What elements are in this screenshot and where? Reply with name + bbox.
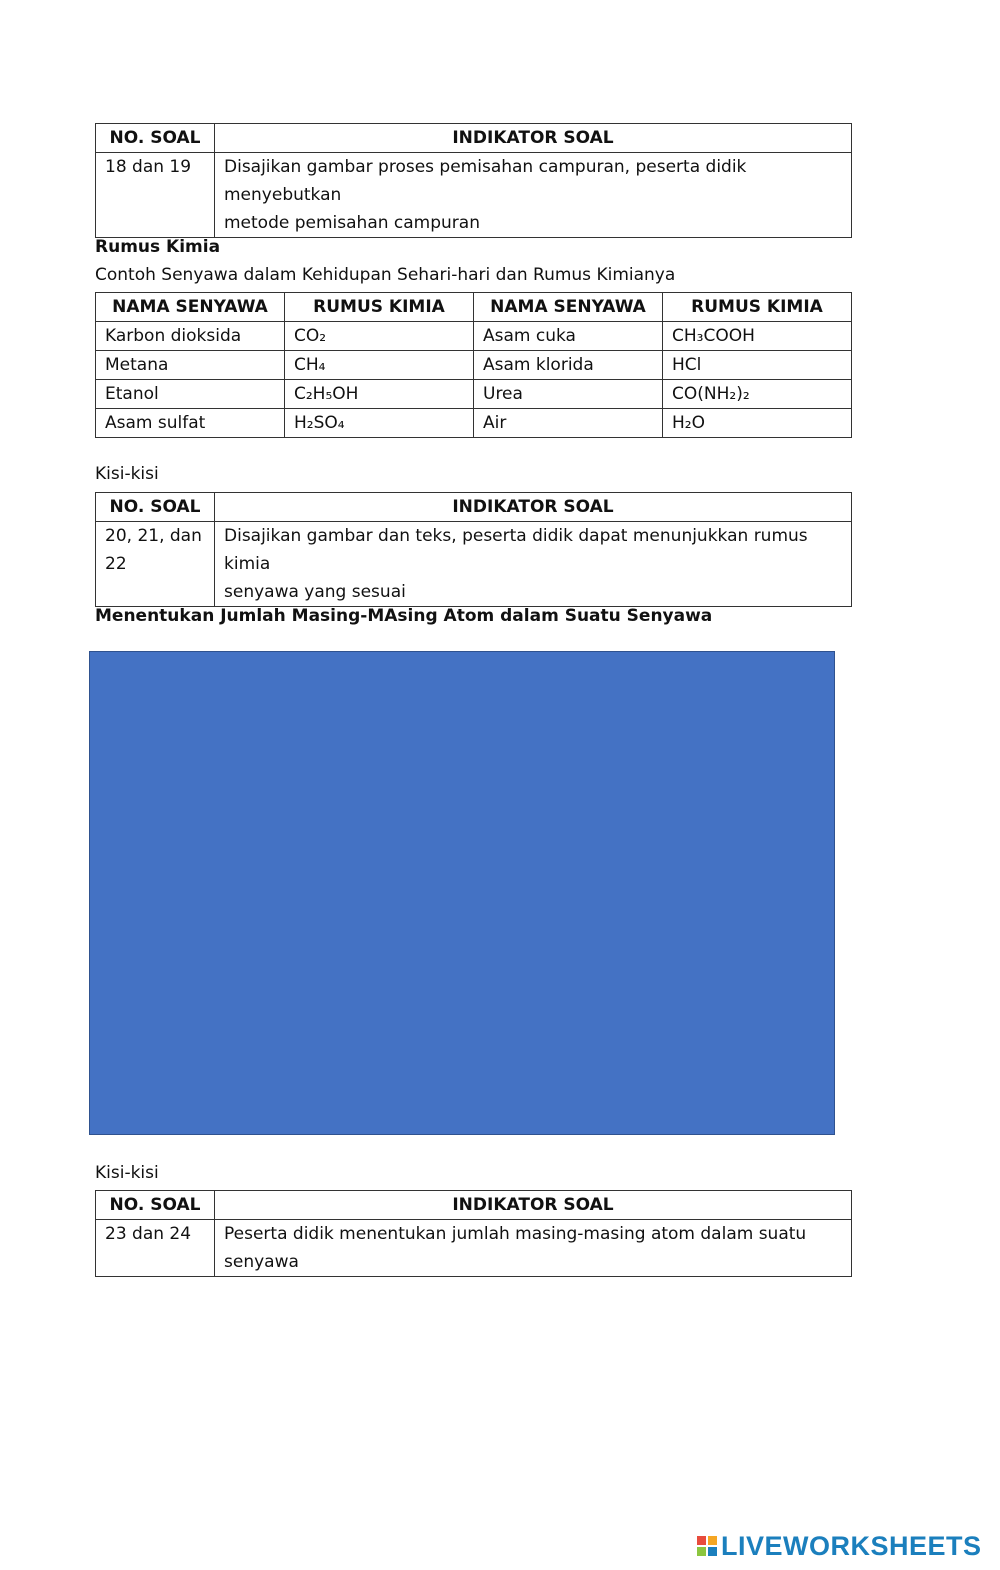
indicator-table-1: [95, 123, 852, 238]
cell-rumus: CO₂: [285, 322, 474, 351]
table-header-row: [96, 493, 852, 522]
table-row: [96, 351, 852, 380]
liveworksheets-logo-icon: [697, 1536, 717, 1556]
cell-rumus: CO(NH₂)₂: [663, 380, 852, 409]
header-nama-senyawa: NAMA SENYAWA: [474, 293, 663, 322]
header-nama-senyawa: NAMA SENYAWA: [96, 293, 285, 322]
cell-nama: Metana: [96, 351, 285, 380]
cell-rumus: CH₄: [285, 351, 474, 380]
cell-rumus: H₂O: [663, 409, 852, 438]
image-placeholder-box: [89, 651, 835, 1135]
cell-no-soal: [96, 522, 215, 607]
section-title-rumus-kimia: Rumus Kimia: [95, 237, 221, 257]
header-indikator-soal: INDIKATOR SOAL: [215, 1191, 852, 1220]
header-no-soal: NO. SOAL: [96, 1191, 215, 1220]
table-header-row: [96, 1191, 852, 1220]
header-no-soal: NO. SOAL: [96, 124, 215, 153]
table-row: [96, 153, 852, 238]
table-header-row: [96, 293, 852, 322]
cell-rumus: HCl: [663, 351, 852, 380]
table-row: [96, 322, 852, 351]
cell-rumus: H₂SO₄: [285, 409, 474, 438]
table-row: [96, 1220, 852, 1277]
cell-indikator: [215, 1220, 852, 1277]
no-soal-line-2: 22: [105, 554, 127, 574]
cell-nama: Asam sulfat: [96, 409, 285, 438]
liveworksheets-logo[interactable]: [697, 1530, 982, 1562]
cell-nama: Karbon dioksida: [96, 322, 285, 351]
no-soal-line-1: 20, 21, dan: [105, 526, 202, 546]
header-no-soal: NO. SOAL: [96, 493, 215, 522]
cell-nama: Asam klorida: [474, 351, 663, 380]
indicator-table-3: [95, 1190, 852, 1277]
logo-square-green: [697, 1547, 706, 1556]
cell-rumus: CH₃COOH: [663, 322, 852, 351]
header-rumus-kimia: RUMUS KIMIA: [285, 293, 474, 322]
logo-text: LIVEWORKSHEETS: [721, 1530, 982, 1561]
indikator-line-2: senyawa: [224, 1252, 299, 1272]
cell-nama: Asam cuka: [474, 322, 663, 351]
header-indikator-soal: INDIKATOR SOAL: [215, 493, 852, 522]
cell-no-soal: 18 dan 19: [96, 153, 215, 238]
cell-no-soal: 23 dan 24: [96, 1220, 215, 1277]
cell-nama: Etanol: [96, 380, 285, 409]
header-rumus-kimia: RUMUS KIMIA: [663, 293, 852, 322]
cell-indikator: [215, 522, 852, 607]
indicator-table-2: [95, 492, 852, 607]
section-title-jumlah-atom: Menentukan Jumlah Masing-MAsing Atom dalam Suatu Senyawa: [95, 606, 713, 626]
cell-nama: Air: [474, 409, 663, 438]
logo-square-orange: [708, 1536, 717, 1545]
cell-indikator: [215, 153, 852, 238]
indikator-line-2: senyawa yang sesuai: [224, 582, 406, 602]
kisi-kisi-label-1: Kisi-kisi: [95, 464, 159, 484]
logo-square-blue: [708, 1547, 717, 1556]
table-row: [96, 409, 852, 438]
indikator-line-1: Peserta didik menentukan jumlah masing-masing atom dalam suatu: [224, 1224, 807, 1244]
cell-rumus: C₂H₅OH: [285, 380, 474, 409]
indikator-line-1: Disajikan gambar dan teks, peserta didik dapat menunjukkan rumus kimia: [224, 526, 808, 574]
indikator-line-2: metode pemisahan campuran: [224, 213, 480, 233]
table-row: [96, 522, 852, 607]
indikator-line-1: Disajikan gambar proses pemisahan campuran, peserta didik menyebutkan: [224, 157, 747, 205]
header-indikator-soal: INDIKATOR SOAL: [215, 124, 852, 153]
cell-nama: Urea: [474, 380, 663, 409]
logo-square-red: [697, 1536, 706, 1545]
formula-table: [95, 292, 852, 438]
table-row: [96, 380, 852, 409]
kisi-kisi-label-2: Kisi-kisi: [95, 1163, 159, 1183]
section-subtitle-rumus: Contoh Senyawa dalam Kehidupan Sehari-hari dan Rumus Kimianya: [95, 265, 676, 285]
table-header-row: [96, 124, 852, 153]
